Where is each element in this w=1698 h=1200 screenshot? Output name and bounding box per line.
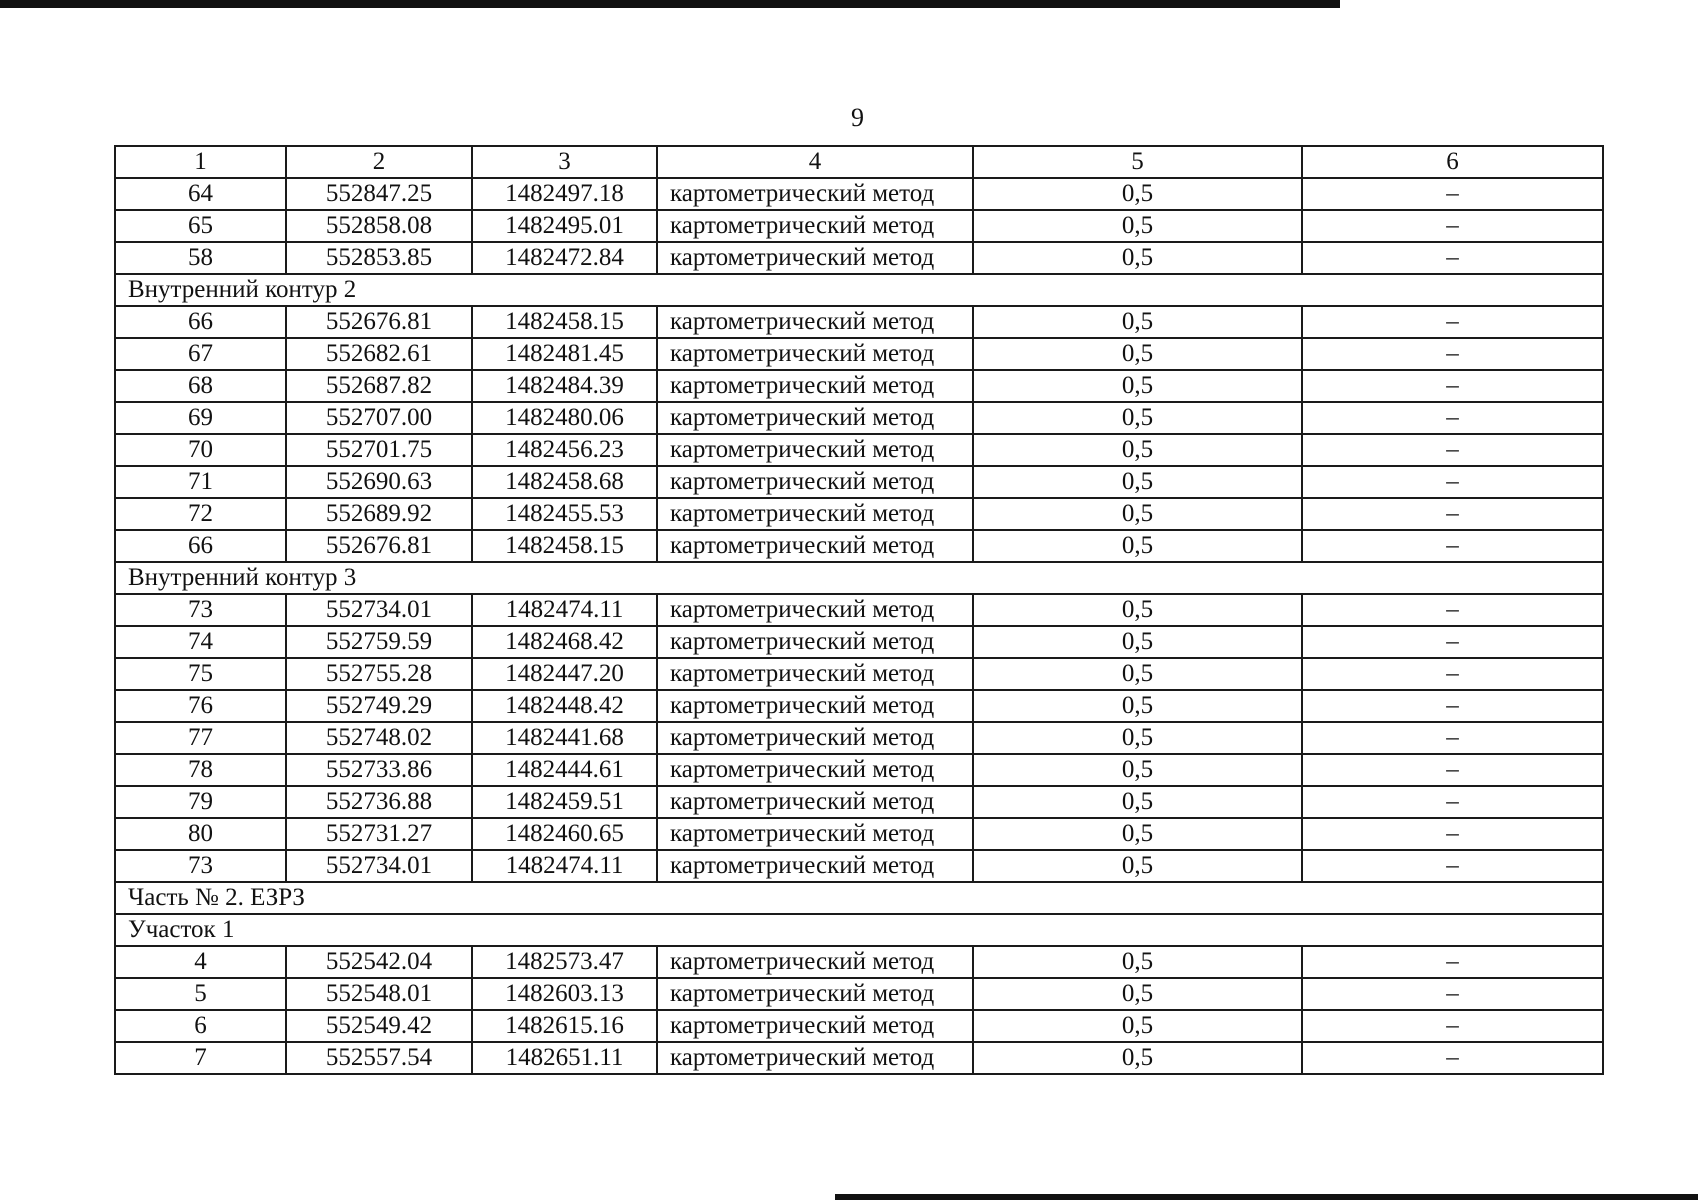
x-coordinate-cell: 552682.61 [286, 338, 472, 370]
accuracy-cell: 0,5 [973, 370, 1302, 402]
x-coordinate-cell: 552689.92 [286, 498, 472, 530]
accuracy-cell: 0,5 [973, 466, 1302, 498]
note-cell: – [1302, 402, 1603, 434]
note-cell: – [1302, 786, 1603, 818]
table-row [115, 242, 1603, 274]
method-cell: картометрический метод [657, 690, 973, 722]
x-coordinate-cell: 552853.85 [286, 242, 472, 274]
accuracy-cell: 0,5 [973, 1010, 1302, 1042]
accuracy-cell: 0,5 [973, 978, 1302, 1010]
accuracy-cell: 0,5 [973, 178, 1302, 210]
note-cell: – [1302, 498, 1603, 530]
y-coordinate-cell: 1482603.13 [472, 978, 657, 1010]
table-row [115, 178, 1603, 210]
point-number-cell: 4 [115, 946, 286, 978]
point-number-cell: 5 [115, 978, 286, 1010]
table-row [115, 338, 1603, 370]
method-cell: картометрический метод [657, 850, 973, 882]
coordinates-table-body [115, 146, 1603, 1074]
y-coordinate-cell: 1482460.65 [472, 818, 657, 850]
x-coordinate-cell: 552736.88 [286, 786, 472, 818]
point-number-cell: 65 [115, 210, 286, 242]
y-coordinate-cell: 1482458.15 [472, 530, 657, 562]
accuracy-cell: 0,5 [973, 434, 1302, 466]
table-row [115, 530, 1603, 562]
y-coordinate-cell: 1482481.45 [472, 338, 657, 370]
table-row [115, 402, 1603, 434]
point-number-cell: 73 [115, 850, 286, 882]
accuracy-cell: 0,5 [973, 722, 1302, 754]
point-number-cell: 67 [115, 338, 286, 370]
y-coordinate-cell: 1482484.39 [472, 370, 657, 402]
table-row [115, 690, 1603, 722]
note-cell: – [1302, 594, 1603, 626]
y-coordinate-cell: 1482615.16 [472, 1010, 657, 1042]
method-cell: картометрический метод [657, 338, 973, 370]
x-coordinate-cell: 552755.28 [286, 658, 472, 690]
header-cell: 6 [1302, 146, 1603, 178]
section-title: Внутренний контур 3 [115, 562, 1603, 594]
note-cell: – [1302, 690, 1603, 722]
table-row [115, 722, 1603, 754]
x-coordinate-cell: 552548.01 [286, 978, 472, 1010]
point-number-cell: 66 [115, 530, 286, 562]
table-row [115, 594, 1603, 626]
y-coordinate-cell: 1482480.06 [472, 402, 657, 434]
section-title: Часть № 2. ЕЗРЗ [115, 882, 1603, 914]
y-coordinate-cell: 1482573.47 [472, 946, 657, 978]
point-number-cell: 6 [115, 1010, 286, 1042]
accuracy-cell: 0,5 [973, 306, 1302, 338]
table-header-row [115, 146, 1603, 178]
method-cell: картометрический метод [657, 946, 973, 978]
x-coordinate-cell: 552549.42 [286, 1010, 472, 1042]
coordinates-table [114, 145, 1604, 1075]
y-coordinate-cell: 1482441.68 [472, 722, 657, 754]
x-coordinate-cell: 552734.01 [286, 850, 472, 882]
y-coordinate-cell: 1482651.11 [472, 1042, 657, 1074]
x-coordinate-cell: 552734.01 [286, 594, 472, 626]
method-cell: картометрический метод [657, 1042, 973, 1074]
table-row [115, 850, 1603, 882]
method-cell: картометрический метод [657, 242, 973, 274]
x-coordinate-cell: 552759.59 [286, 626, 472, 658]
table-row [115, 754, 1603, 786]
note-cell: – [1302, 850, 1603, 882]
table-row [115, 786, 1603, 818]
accuracy-cell: 0,5 [973, 210, 1302, 242]
accuracy-cell: 0,5 [973, 402, 1302, 434]
accuracy-cell: 0,5 [973, 786, 1302, 818]
y-coordinate-cell: 1482444.61 [472, 754, 657, 786]
table-row [115, 498, 1603, 530]
x-coordinate-cell: 552676.81 [286, 306, 472, 338]
method-cell: картометрический метод [657, 722, 973, 754]
y-coordinate-cell: 1482468.42 [472, 626, 657, 658]
method-cell: картометрический метод [657, 626, 973, 658]
note-cell: – [1302, 434, 1603, 466]
header-cell: 2 [286, 146, 472, 178]
point-number-cell: 7 [115, 1042, 286, 1074]
table-row [115, 1042, 1603, 1074]
x-coordinate-cell: 552687.82 [286, 370, 472, 402]
x-coordinate-cell: 552690.63 [286, 466, 472, 498]
note-cell: – [1302, 946, 1603, 978]
x-coordinate-cell: 552733.86 [286, 754, 472, 786]
accuracy-cell: 0,5 [973, 338, 1302, 370]
table-row [115, 370, 1603, 402]
page-number: 9 [851, 103, 864, 132]
table-row [115, 626, 1603, 658]
note-cell: – [1302, 242, 1603, 274]
accuracy-cell: 0,5 [973, 658, 1302, 690]
table-row [115, 978, 1603, 1010]
point-number-cell: 58 [115, 242, 286, 274]
y-coordinate-cell: 1482448.42 [472, 690, 657, 722]
x-coordinate-cell: 552748.02 [286, 722, 472, 754]
section-row [115, 914, 1603, 946]
accuracy-cell: 0,5 [973, 850, 1302, 882]
note-cell: – [1302, 466, 1603, 498]
accuracy-cell: 0,5 [973, 530, 1302, 562]
accuracy-cell: 0,5 [973, 594, 1302, 626]
note-cell: – [1302, 178, 1603, 210]
point-number-cell: 72 [115, 498, 286, 530]
note-cell: – [1302, 338, 1603, 370]
scan-edge-top [0, 0, 1340, 8]
method-cell: картометрический метод [657, 402, 973, 434]
method-cell: картометрический метод [657, 978, 973, 1010]
method-cell: картометрический метод [657, 754, 973, 786]
point-number-cell: 73 [115, 594, 286, 626]
y-coordinate-cell: 1482456.23 [472, 434, 657, 466]
note-cell: – [1302, 1010, 1603, 1042]
y-coordinate-cell: 1482474.11 [472, 850, 657, 882]
method-cell: картометрический метод [657, 370, 973, 402]
note-cell: – [1302, 626, 1603, 658]
y-coordinate-cell: 1482459.51 [472, 786, 657, 818]
point-number-cell: 80 [115, 818, 286, 850]
x-coordinate-cell: 552557.54 [286, 1042, 472, 1074]
note-cell: – [1302, 530, 1603, 562]
method-cell: картометрический метод [657, 498, 973, 530]
scan-edge-bottom [835, 1194, 1698, 1200]
point-number-cell: 78 [115, 754, 286, 786]
note-cell: – [1302, 722, 1603, 754]
x-coordinate-cell: 552707.00 [286, 402, 472, 434]
y-coordinate-cell: 1482458.15 [472, 306, 657, 338]
x-coordinate-cell: 552731.27 [286, 818, 472, 850]
note-cell: – [1302, 658, 1603, 690]
method-cell: картометрический метод [657, 178, 973, 210]
table-row [115, 818, 1603, 850]
method-cell: картометрический метод [657, 210, 973, 242]
table-row [115, 1010, 1603, 1042]
accuracy-cell: 0,5 [973, 242, 1302, 274]
point-number-cell: 64 [115, 178, 286, 210]
method-cell: картометрический метод [657, 786, 973, 818]
section-row [115, 562, 1603, 594]
method-cell: картометрический метод [657, 594, 973, 626]
y-coordinate-cell: 1482495.01 [472, 210, 657, 242]
point-number-cell: 75 [115, 658, 286, 690]
x-coordinate-cell: 552749.29 [286, 690, 472, 722]
note-cell: – [1302, 370, 1603, 402]
accuracy-cell: 0,5 [973, 946, 1302, 978]
note-cell: – [1302, 1042, 1603, 1074]
note-cell: – [1302, 306, 1603, 338]
point-number-cell: 66 [115, 306, 286, 338]
table-row [115, 434, 1603, 466]
point-number-cell: 70 [115, 434, 286, 466]
point-number-cell: 69 [115, 402, 286, 434]
section-title: Участок 1 [115, 914, 1603, 946]
note-cell: – [1302, 210, 1603, 242]
x-coordinate-cell: 552676.81 [286, 530, 472, 562]
y-coordinate-cell: 1482458.68 [472, 466, 657, 498]
table-row [115, 946, 1603, 978]
header-cell: 5 [973, 146, 1302, 178]
header-cell: 1 [115, 146, 286, 178]
accuracy-cell: 0,5 [973, 754, 1302, 786]
table-row [115, 658, 1603, 690]
table-row [115, 466, 1603, 498]
method-cell: картометрический метод [657, 818, 973, 850]
y-coordinate-cell: 1482497.18 [472, 178, 657, 210]
table-row [115, 306, 1603, 338]
method-cell: картометрический метод [657, 466, 973, 498]
point-number-cell: 77 [115, 722, 286, 754]
accuracy-cell: 0,5 [973, 626, 1302, 658]
method-cell: картометрический метод [657, 434, 973, 466]
point-number-cell: 68 [115, 370, 286, 402]
y-coordinate-cell: 1482472.84 [472, 242, 657, 274]
x-coordinate-cell: 552542.04 [286, 946, 472, 978]
accuracy-cell: 0,5 [973, 498, 1302, 530]
method-cell: картометрический метод [657, 306, 973, 338]
note-cell: – [1302, 818, 1603, 850]
accuracy-cell: 0,5 [973, 690, 1302, 722]
header-cell: 4 [657, 146, 973, 178]
point-number-cell: 74 [115, 626, 286, 658]
note-cell: – [1302, 978, 1603, 1010]
x-coordinate-cell: 552858.08 [286, 210, 472, 242]
accuracy-cell: 0,5 [973, 1042, 1302, 1074]
header-cell: 3 [472, 146, 657, 178]
x-coordinate-cell: 552847.25 [286, 178, 472, 210]
point-number-cell: 71 [115, 466, 286, 498]
y-coordinate-cell: 1482474.11 [472, 594, 657, 626]
note-cell: – [1302, 754, 1603, 786]
y-coordinate-cell: 1482455.53 [472, 498, 657, 530]
point-number-cell: 76 [115, 690, 286, 722]
x-coordinate-cell: 552701.75 [286, 434, 472, 466]
table-row [115, 210, 1603, 242]
section-row [115, 274, 1603, 306]
y-coordinate-cell: 1482447.20 [472, 658, 657, 690]
accuracy-cell: 0,5 [973, 818, 1302, 850]
method-cell: картометрический метод [657, 530, 973, 562]
section-row [115, 882, 1603, 914]
point-number-cell: 79 [115, 786, 286, 818]
method-cell: картометрический метод [657, 1010, 973, 1042]
method-cell: картометрический метод [657, 658, 973, 690]
section-title: Внутренний контур 2 [115, 274, 1603, 306]
